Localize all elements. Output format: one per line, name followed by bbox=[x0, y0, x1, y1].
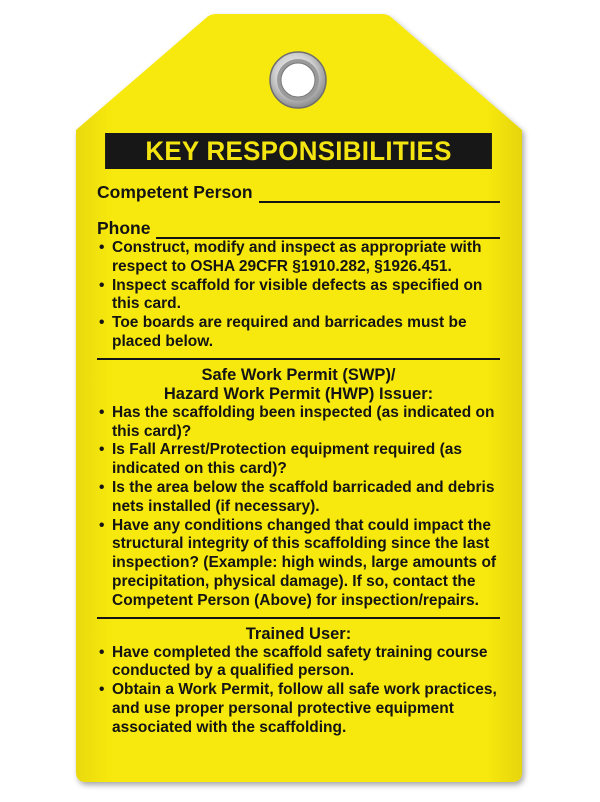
section-divider bbox=[97, 617, 500, 619]
grommet-icon bbox=[270, 52, 326, 108]
competent-person-label: Competent Person bbox=[97, 182, 253, 202]
list-item: • Is Fall Arrest/Protection equipment required (as indicated on this card)? bbox=[97, 441, 500, 479]
phone-label: Phone bbox=[97, 218, 151, 238]
key-responsibilities-list bbox=[97, 239, 500, 352]
permit-section-title bbox=[97, 366, 500, 404]
list-item: • Obtain a Work Permit, follow all safe work practices, and use proper personal protective equipment associated with the scaffolding. bbox=[97, 681, 500, 737]
competent-person-field bbox=[97, 179, 500, 203]
list-item: • Inspect scaffold for visible defects as specified on this card. bbox=[97, 277, 500, 315]
trained-user-list bbox=[97, 644, 500, 738]
tag-content bbox=[97, 133, 500, 738]
list-item: • Construct, modify and inspect as appropriate with respect to OSHA 29CFR §1910.282, §1926.451. bbox=[97, 239, 500, 277]
permit-title-line1: Safe Work Permit (SWP)/ bbox=[201, 365, 396, 384]
list-item: • Toe boards are required and barricades must be placed below. bbox=[97, 314, 500, 352]
phone-line bbox=[156, 220, 500, 239]
trained-user-title: Trained User: bbox=[245, 624, 352, 643]
permit-issuer-list bbox=[97, 404, 500, 611]
permit-title-line2: Hazard Work Permit (HWP) Issuer: bbox=[163, 384, 434, 403]
competent-person-line bbox=[259, 184, 500, 203]
list-item: • Is the area below the scaffold barricaded and debris nets installed (if necessary). bbox=[97, 479, 500, 517]
list-item: • Have completed the scaffold safety training course conducted by a qualified person. bbox=[97, 644, 500, 682]
tag-header: KEY RESPONSIBILITIES bbox=[105, 133, 492, 169]
phone-field bbox=[97, 215, 500, 239]
list-item: • Has the scaffolding been inspected (as indicated on this card)? bbox=[97, 404, 500, 442]
list-item: • Have any conditions changed that could impact the structural integrity of this scaffolding since the last inspection? (Example: high winds, large amounts of precipitation, physical damage). If so, contact the Competent Person (Above) for inspection/repairs. bbox=[97, 517, 500, 611]
section-divider bbox=[97, 358, 500, 360]
